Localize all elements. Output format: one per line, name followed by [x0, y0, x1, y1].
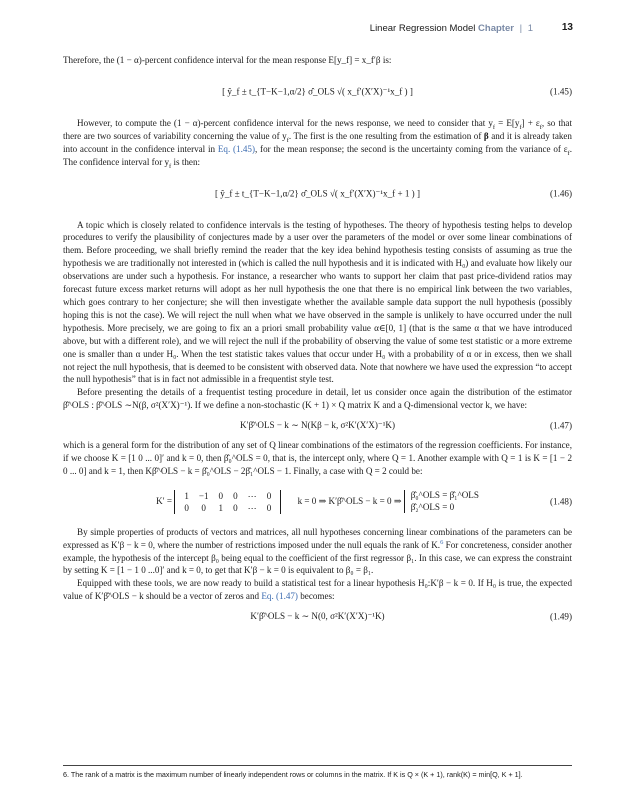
- matrix-cell: 0: [233, 490, 238, 501]
- running-title-text: Linear Regression Model: [369, 23, 476, 34]
- equation-1-48: [63, 485, 572, 519]
- paragraph-5: which is a general form for the distribution of any set of Q linear combinations of the estimators of the regression coefficients. For instance, if we choose K = [1 0 ... 0]′ and k = 0, then β̂₀^OLS = 0, that is, the intercept only, where Q = 1. Another example with Q = 1 is K = [1 − 2 0 ... 0] and k = 1, then Kβ̂^OLS − k = β̂₀^OLS − 2β̂₁^OLS − 1. Finally, a case with Q = 2 could be:: [63, 440, 572, 476]
- equation-number: (1.46): [550, 188, 572, 199]
- k-zero-implication: k = 0 ⇒ K′β̂^OLS − k = 0 ⇒: [297, 495, 402, 506]
- beta-symbol: β: [483, 130, 489, 141]
- paragraph-2: [63, 117, 572, 169]
- matrix-cell: 1: [218, 502, 224, 513]
- text-run: , for the mean response; the second is the uncertainty coming from the variance of ε: [255, 143, 568, 154]
- chapter-label: Chapter: [478, 23, 514, 34]
- case-line: β̂₂^OLS = 0: [410, 501, 455, 512]
- page-number: 13: [561, 22, 573, 33]
- chapter-number: 1: [527, 23, 533, 34]
- paragraph-6: [63, 526, 572, 578]
- equation-number: (1.47): [550, 420, 572, 431]
- equation-body: [ ŷ_f ± t_{T−K−1,α/2} σ̂_OLS √( x_f′(X′X)⁻¹x_f + 1 ) ]: [214, 188, 421, 199]
- matrix-cell: ⋯: [247, 490, 257, 501]
- equation-number: (1.49): [550, 611, 572, 622]
- text-run: and it is already taken into account in the confidence interval in: [63, 130, 572, 154]
- text-run: . The confidence interval for y: [63, 143, 572, 167]
- equation-body: [ ŷ_f ± t_{T−K−1,α/2} σ̂_OLS √( x_f′(X′X)⁻¹x_f ) ]: [222, 86, 413, 97]
- matrix-cell: 0: [218, 490, 224, 501]
- matrix-cell: 1: [184, 490, 189, 501]
- equation-number: (1.45): [550, 86, 572, 97]
- footnote-text: 6. The rank of a matrix is the maximum number of linearly independent rows or columns in the matrix. If K is Q × (K + 1), rank(K) = min[Q, K + 1].: [63, 770, 523, 779]
- text-run: = E[y: [495, 117, 520, 128]
- case-line: β̂₀^OLS = β̂₁^OLS: [410, 490, 479, 501]
- text-run: , so that there are two sources of variability concerning the value of y: [63, 117, 572, 141]
- matrix-cell: ⋯: [247, 502, 257, 513]
- page-body: [63, 54, 572, 630]
- matrix-cell: 0: [266, 490, 272, 501]
- equation-link[interactable]: Eq. (1.45): [217, 143, 255, 154]
- matrix-row: [179, 502, 276, 514]
- paragraph-4: Before presenting the details of a frequentist testing procedure in detail, let us consider once again the distribution of the estimator β̂^OLS : β̂^OLS ∼N(β, σ²(X′X)⁻¹). If we define a non-stochastic (K + 1) × Q matrix K and a Q-dimensional vector k, we have:: [63, 387, 572, 411]
- equation-1-45: [63, 74, 572, 110]
- equation-1-49: [63, 610, 572, 623]
- paragraph-3: A topic which is closely related to confidence intervals is the testing of hypotheses. The theory of hypothesis testing helps to develop procedures to verify the plausibility of conjectures made by a user over the parameters of the model or over some linear combinations of them. Before proceeding, we shall briefly remind the reader that the key idea behind hypothesis testing consists of assuming as true the hypothesis we are traditionally not interested in (which is called the null hypothesis and it is indicated with H₀) and evaluate how likely our observations are under such a hypothesis. For instance, a researcher who wants to support her claim that past price-dividend ratios may forecast future excess market returns will adopt as her null hypothesis the one that there is no empirical link between the two variables, which goes contrary to her conjecture; she will then investigate whether the available sample data support the null hypothesis (possibly hoping this is not the case). We will reject the null when what we have observed in the sample is unlikely to have occurred under the null hypothesis. More precisely, we are going to fix an a priori small probability value α∈[0, 1] (that is the same α that we have introduced above, but with a different role), and we will reject the null if the probability of observing the value of some test statistic or a more extreme one is smaller than α under H₀. When the test statistic takes values that occur under H₀ with a probability of α or in excess, then we shall not reject the null hypothesis, that is deemed to be consistent with observed data. Note that nowhere we have used the expression “to accept the null hypothesis” that is in fact not admissible in a frequentist style test.: [63, 219, 572, 385]
- equation-body: [63, 490, 572, 514]
- text-run: is then:: [171, 156, 201, 167]
- subscript: f: [492, 123, 496, 131]
- equation-1-47: [63, 419, 572, 432]
- text-run: ] + ε: [521, 117, 540, 128]
- equation-body: K′β̂^OLS − k ∼ N(Kβ − k, σ²K′(X′X)⁻¹K): [239, 420, 396, 431]
- header-divider: |: [519, 23, 523, 34]
- text-run: For concreteness, consider another example, the hypothesis of the intercept β₀ being equal to the coefficient of the first regressor β₁. In this case, we can express the constraint by setting K = [1 − 1 0 ...0]′ and k = 0, to get that K′β − k = 0 is equivalent to β₀ = β₁.: [63, 539, 572, 576]
- matrix-cell: 0: [201, 502, 206, 513]
- text-run: Equipped with these tools, we are now ready to build a statistical test for a linear hypothesis H₀:K′β − k = 0. If H₀ is true, the expected value of K′β̂^OLS − k should be a vector of zeros and: [63, 578, 572, 602]
- equation-link[interactable]: Eq. (1.47): [261, 591, 298, 602]
- paragraph-7: [63, 577, 572, 603]
- matrix-cell: 0: [233, 502, 238, 513]
- text-run: . The first is the one resulting from the estimation of: [288, 130, 484, 141]
- paragraph-1: Therefore, the (1 − α)-percent confidence interval for the mean response E[y_f] = x_f′β is:: [63, 55, 392, 65]
- matrix-row: [179, 490, 276, 502]
- subscript: f: [169, 162, 172, 170]
- equation-number: (1.48): [550, 496, 572, 507]
- k-matrix: [174, 490, 281, 514]
- k-matrix-label: K′ =: [156, 495, 173, 506]
- text-run: By simple properties of products of vectors and matrices, all null hypotheses concerning linear combinations of the parameters can be expressed as K′β − k = 0, where the number of restrictions imposed under the null equals the rank of K.: [63, 526, 572, 550]
- equation-1-46: [63, 176, 572, 212]
- text-run: becomes:: [297, 591, 335, 602]
- cases-brace: [404, 490, 479, 513]
- subscript: f: [519, 123, 522, 131]
- matrix-cell: 0: [184, 502, 189, 513]
- matrix-cell: 0: [266, 502, 272, 513]
- subscript: f: [539, 123, 542, 131]
- equation-body: K′β̂^OLS − k ∼ N(0, σ²K′(X′X)⁻¹K): [250, 611, 385, 622]
- matrix-cell: −1: [198, 490, 209, 501]
- running-title: [370, 23, 533, 34]
- footnote: [63, 765, 572, 779]
- subscript: f: [286, 136, 289, 144]
- running-header: [0, 22, 625, 38]
- footnote-marker[interactable]: 6: [440, 538, 444, 546]
- subscript: f: [567, 149, 570, 157]
- text-run: However, to compute the (1 − α)-percent confidence interval for the news response, we need to consider that y: [77, 117, 493, 128]
